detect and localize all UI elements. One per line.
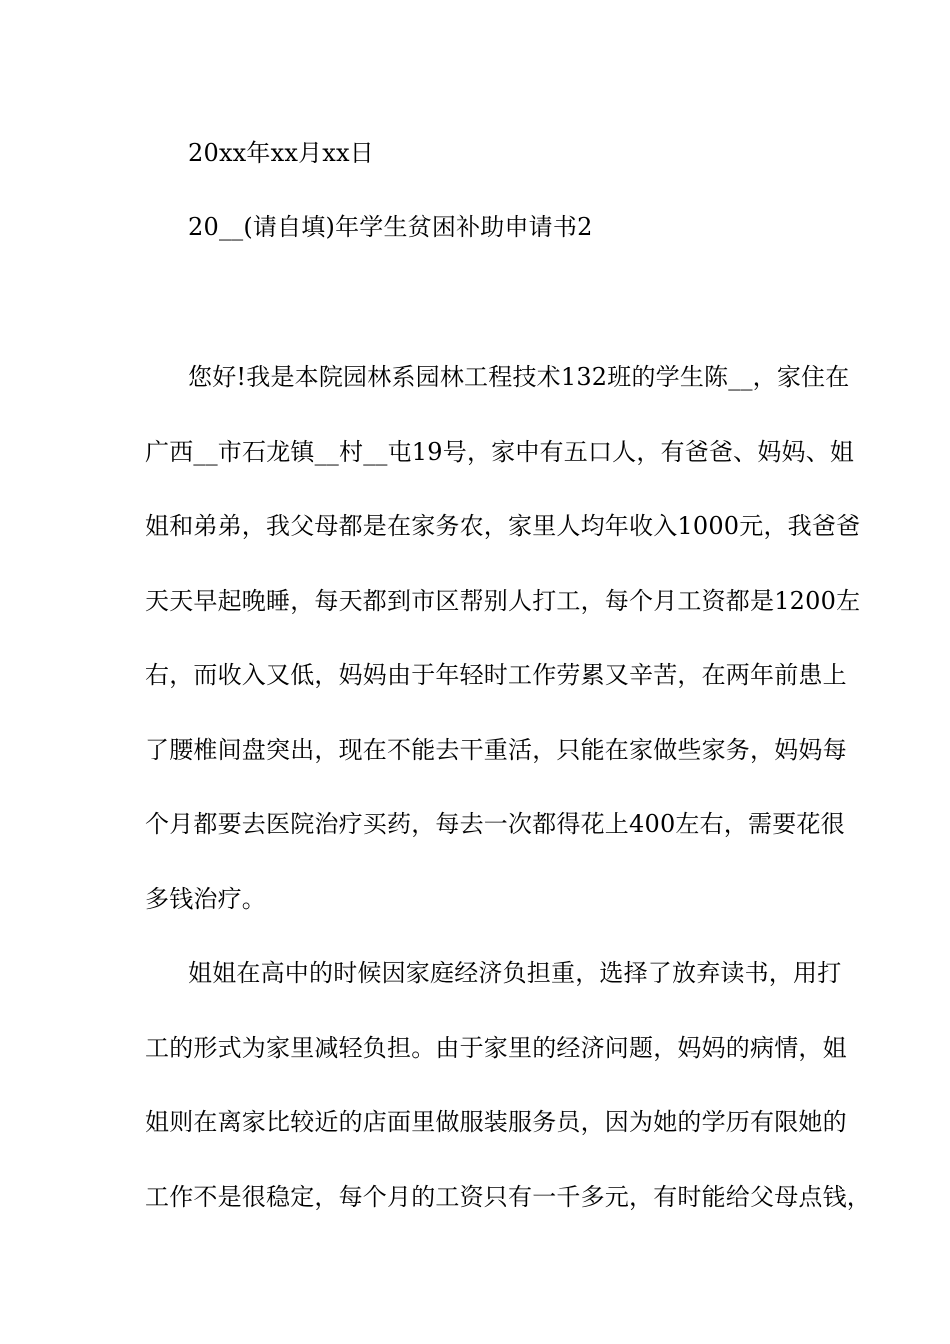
paragraph-line: 姐姐在高中的时候因家庭经济负担重，选择了放弃读书，用打 bbox=[188, 959, 842, 987]
paragraph-line: 了腰椎间盘突出，现在不能去干重活，只能在家做些家务，妈妈每 bbox=[145, 736, 847, 764]
paragraph-line: 工的形式为家里减轻负担。由于家里的经济问题，妈妈的病情，姐 bbox=[145, 1034, 847, 1062]
paragraph-line: 右，而收入又低，妈妈由于年轻时工作劳累又辛苦，在两年前患上 bbox=[145, 661, 847, 689]
paragraph-line: 多钱治疗。 bbox=[145, 885, 266, 913]
document-title: 20__(请自填)年学生贫困补助申请书2 bbox=[188, 213, 593, 241]
paragraph-line: 天天早起晚睡，每天都到市区帮别人打工，每个月工资都是1200左 bbox=[145, 587, 861, 615]
paragraph-line: 姐和弟弟，我父母都是在家务农，家里人均年收入1000元，我爸爸 bbox=[145, 512, 861, 540]
paragraph-line: 个月都要去医院治疗买药，每去一次都得花上400左右，需要花很 bbox=[145, 810, 845, 838]
document-date: 20xx年xx月xx日 bbox=[188, 139, 374, 167]
paragraph-line: 广西__市石龙镇__村__屯19号，家中有五口人，有爸爸、妈妈、姐 bbox=[145, 438, 855, 466]
paragraph-line: 工作不是很稳定，每个月的工资只有一千多元，有时能给父母点钱， bbox=[145, 1183, 871, 1211]
paragraph-line: 姐则在离家比较近的店面里做服装服务员，因为她的学历有限她的 bbox=[145, 1108, 847, 1136]
paragraph-line: 您好!我是本院园林系园林工程技术132班的学生陈__，家住在 bbox=[188, 363, 850, 391]
